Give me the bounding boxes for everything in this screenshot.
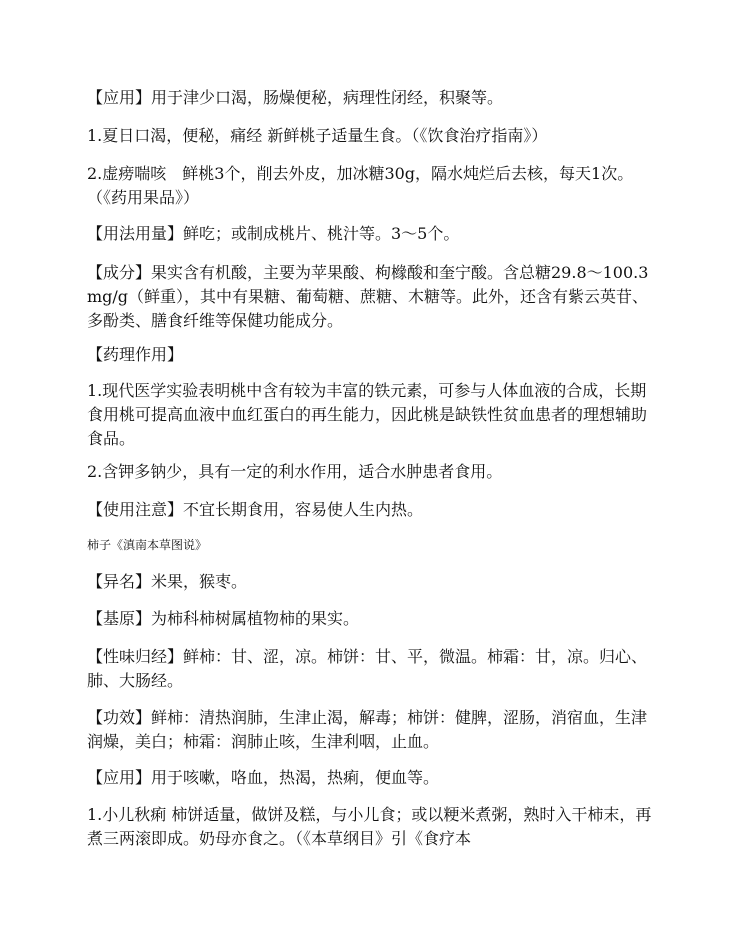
peach-caution: 【使用注意】不宜长期食用，容易使人生内热。: [87, 500, 424, 519]
peach-recipe-1: 1.夏日口渴，便秘，痛经 新鲜桃子适量生食。（《饮食治疗指南》）: [87, 126, 548, 145]
peach-composition: 【成分】果实含有机酸，主要为苹果酸、枸橼酸和奎宁酸。含总糖29.8～100.3mg/g（鲜重），其中有果糖、葡萄糖、蔗糖、木糖等。此外，还含有紫云英苷、多酚类、膳食纤维等保健功能成分。: [87, 263, 649, 330]
persimmon-application-heading: 【应用】用于咳嗽，咯血，热渴，热痢，便血等。: [87, 768, 440, 787]
peach-dosage: 【用法用量】鲜吃；或制成桃片、桃汁等。3～5个。: [87, 224, 460, 243]
peach-pharmacology-1: 1.现代医学实验表明桃中含有较为丰富的铁元素，可参与人体血液的合成，长期食用桃可提高血液中血红蛋白的再生能力，因此桃是缺铁性贫血患者的理想辅助食品。: [87, 381, 648, 448]
persimmon-section-title: 柿子《滇南本草图说》: [87, 538, 208, 552]
peach-recipe-2: 2.虚痨喘咳 鲜桃3个，削去外皮，加冰糖30g，隔水炖烂后去核，每天1次。（《药用果品》）: [87, 164, 634, 207]
peach-pharmacology-heading: 【药理作用】: [87, 345, 184, 364]
persimmon-origin: 【基原】为柿科柿树属植物柿的果实。: [87, 609, 360, 628]
persimmon-recipe-1: 1.小儿秋痢 柿饼适量，做饼及糕，与小儿食；或以粳米煮粥，熟时入干柿末，再煮三两滚即成。奶母亦食之。（《本草纲目》引《食疗本: [87, 805, 652, 848]
persimmon-alias: 【异名】米果，猴枣。: [87, 572, 248, 591]
persimmon-nature: 【性味归经】鲜柿：甘、涩，凉。柿饼：甘、平，微温。柿霜：甘，凉。归心、肺、大肠经。: [87, 647, 648, 690]
peach-pharmacology-2: 2.含钾多钠少，具有一定的利水作用，适合水肿患者食用。: [87, 462, 503, 481]
peach-application-heading: 【应用】用于津少口渴，肠燥便秘，病理性闭经，积聚等。: [87, 88, 504, 107]
persimmon-effects: 【功效】鲜柿：清热润肺，生津止渴，解毒；柿饼：健脾，涩肠，消宿血，生津润燥，美白；柿霜：润肺止咳，生津利咽，止血。: [87, 708, 648, 751]
